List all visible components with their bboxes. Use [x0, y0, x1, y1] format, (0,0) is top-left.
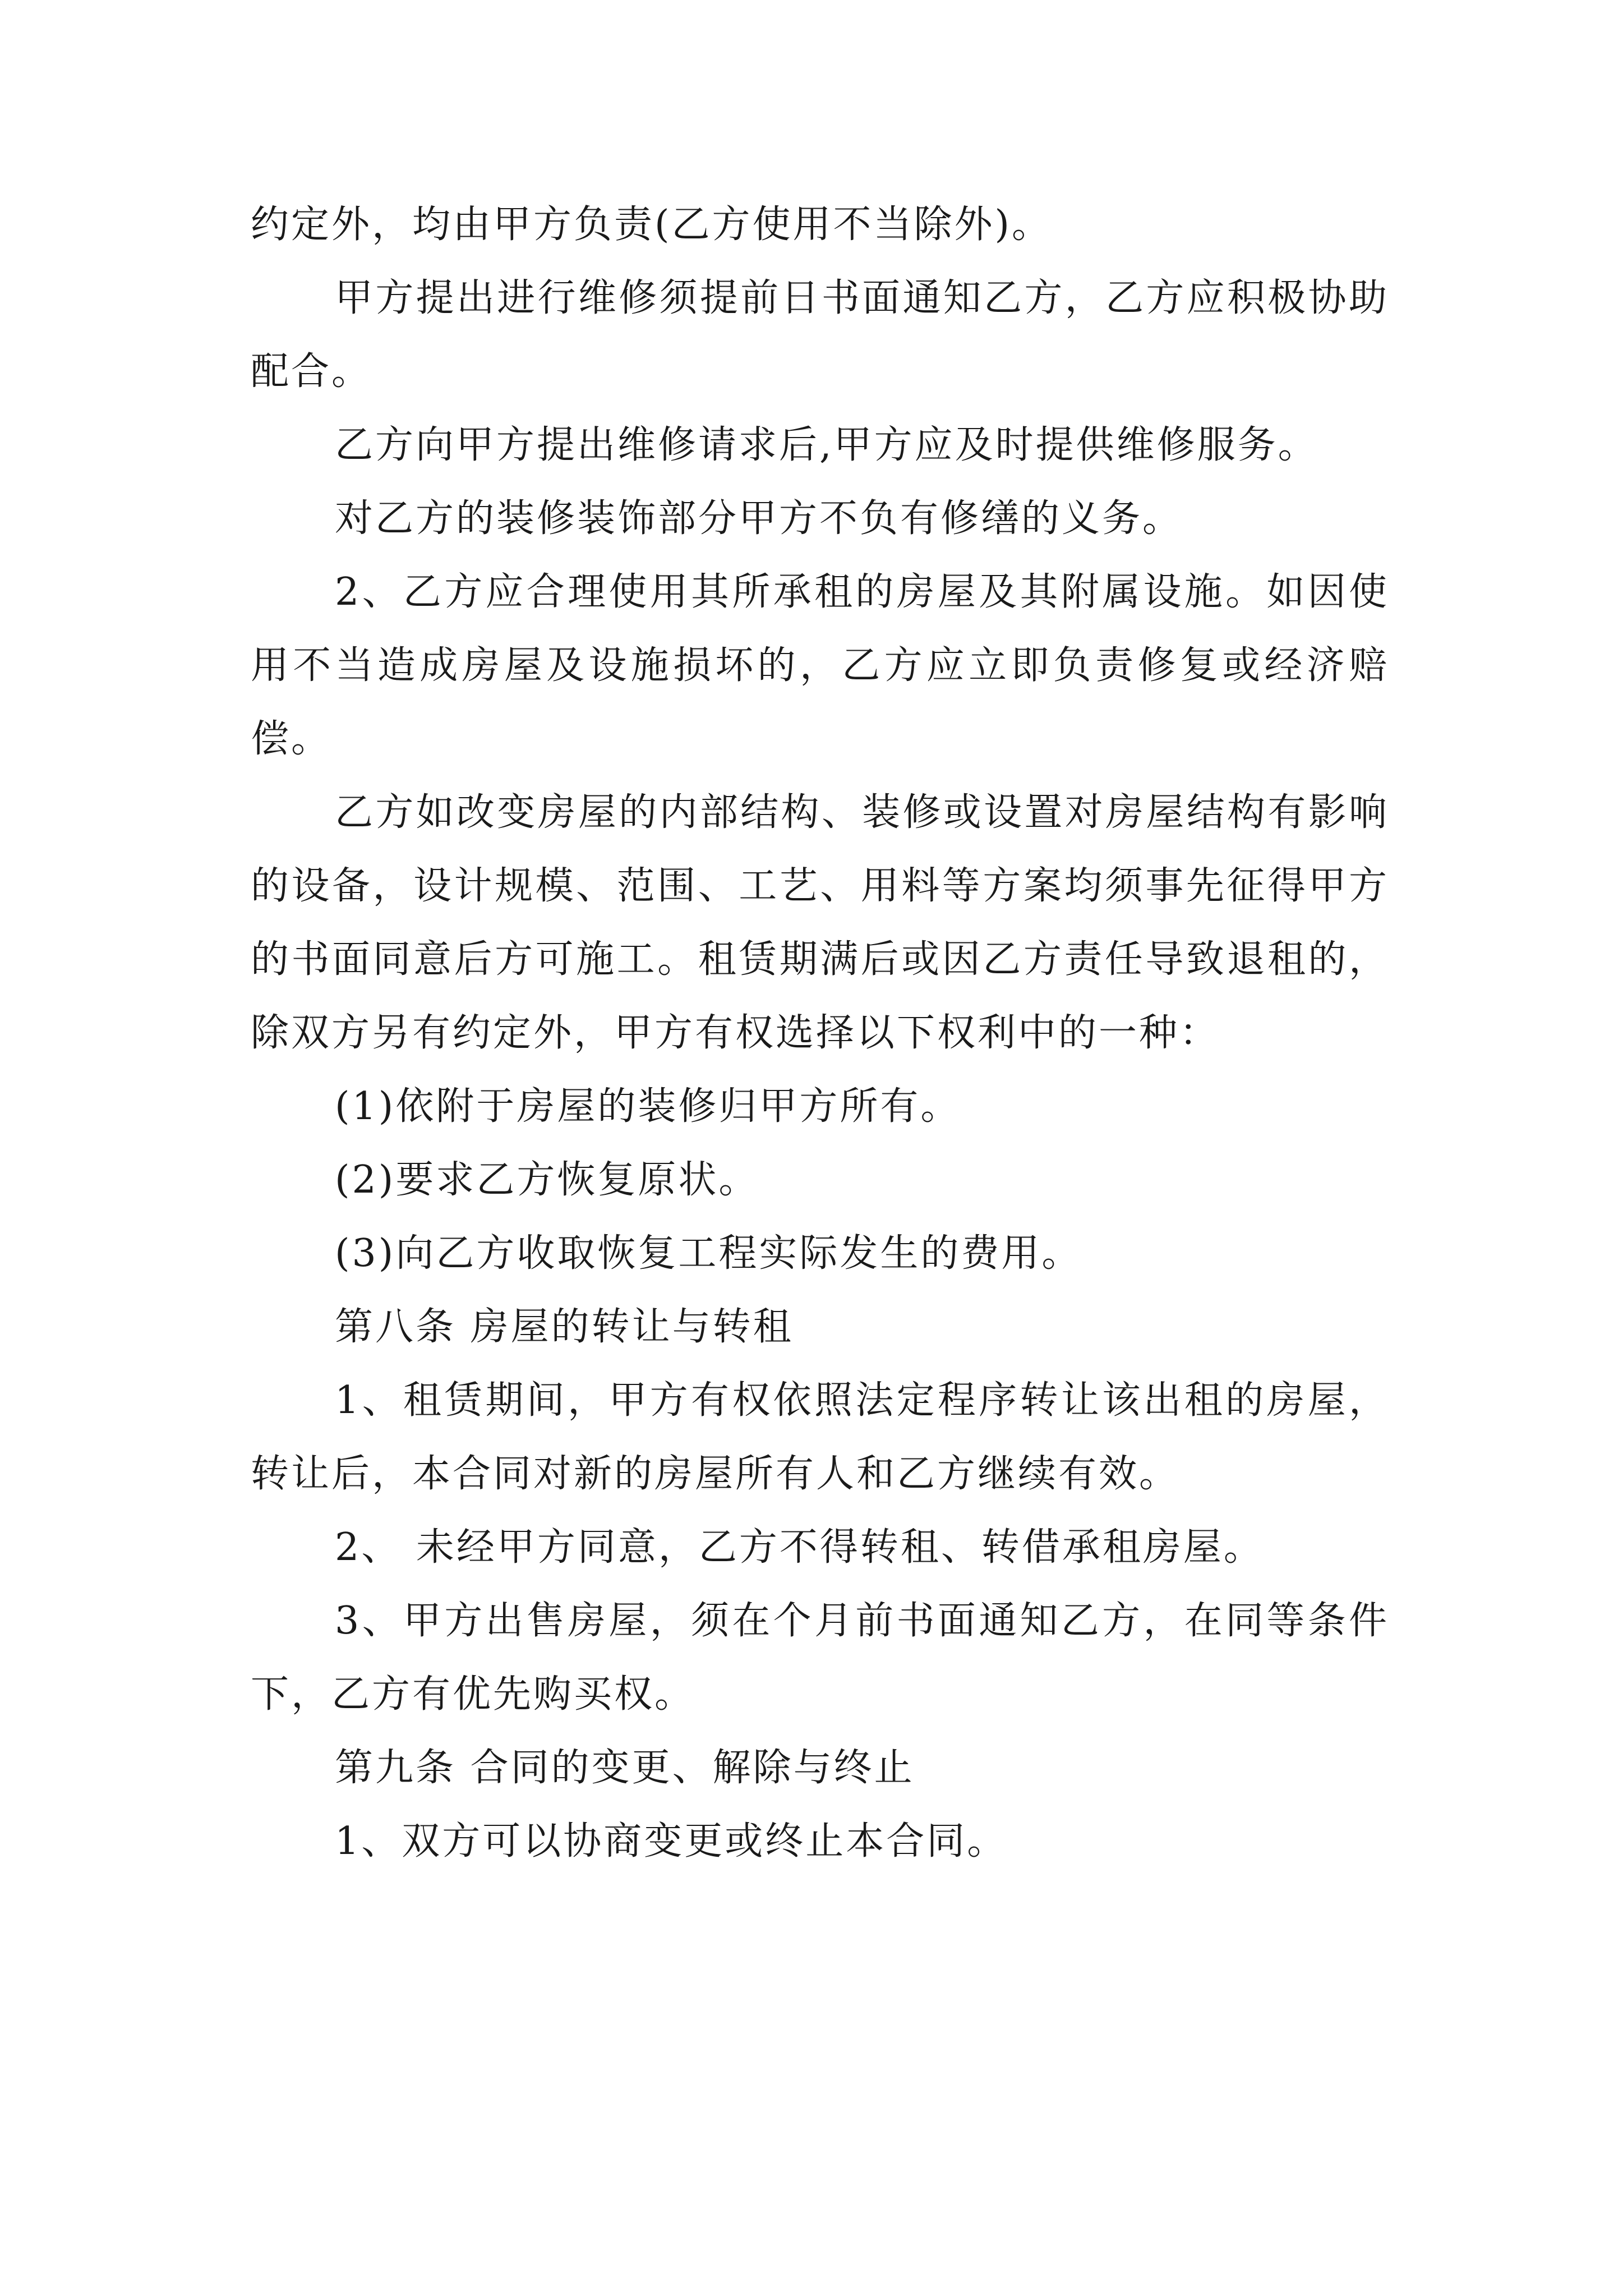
paragraph: 乙方向甲方提出维修请求后,甲方应及时提供维修服务。 — [335, 423, 1318, 467]
section-heading: 第八条 房屋的转让与转租 — [335, 1305, 794, 1349]
section-heading: 第九条 合同的变更、解除与终止 — [335, 1746, 915, 1790]
paragraph: 1、租赁期间，甲方有权依照法定程序转让该出租的房屋，转让后，本合同对新的房屋所有人和乙方继续有效。 — [251, 1378, 1389, 1496]
paragraph: 1、双方可以协商变更或终止本合同。 — [335, 1819, 1008, 1864]
paragraph: 约定外，均由甲方负责(乙方使用不当除外)。 — [251, 203, 1053, 247]
list-item: (3)向乙方收取恢复工程实际发生的费用。 — [335, 1231, 1082, 1276]
document-body — [251, 188, 1389, 1878]
paragraph: 甲方提出进行维修须提前日书面通知乙方，乙方应积极协助配合。 — [251, 276, 1389, 394]
list-item: (2)要求乙方恢复原状。 — [335, 1158, 759, 1202]
paragraph: 2、乙方应合理使用其所承租的房屋及其附属设施。如因使用不当造成房屋及设施损坏的，乙方应立即负责修复或经济赔偿。 — [251, 570, 1389, 761]
paragraph: 乙方如改变房屋的内部结构、装修或设置对房屋结构有影响的设备，设计规模、范围、工艺、用料等方案均须事先征得甲方的书面同意后方可施工。租赁期满后或因乙方责任导致退租的，除双方另有约定外，甲方有权选择以下权利中的一种： — [251, 790, 1389, 1055]
paragraph: 2、 未经甲方同意，乙方不得转租、转借承租房屋。 — [335, 1525, 1264, 1570]
list-item: (1)依附于房屋的装修归甲方所有。 — [335, 1084, 961, 1129]
paragraph: 对乙方的装修装饰部分甲方不负有修缮的义务。 — [335, 496, 1183, 541]
paragraph: 3、甲方出售房屋，须在个月前书面通知乙方，在同等条件下，乙方有优先购买权。 — [251, 1599, 1389, 1717]
